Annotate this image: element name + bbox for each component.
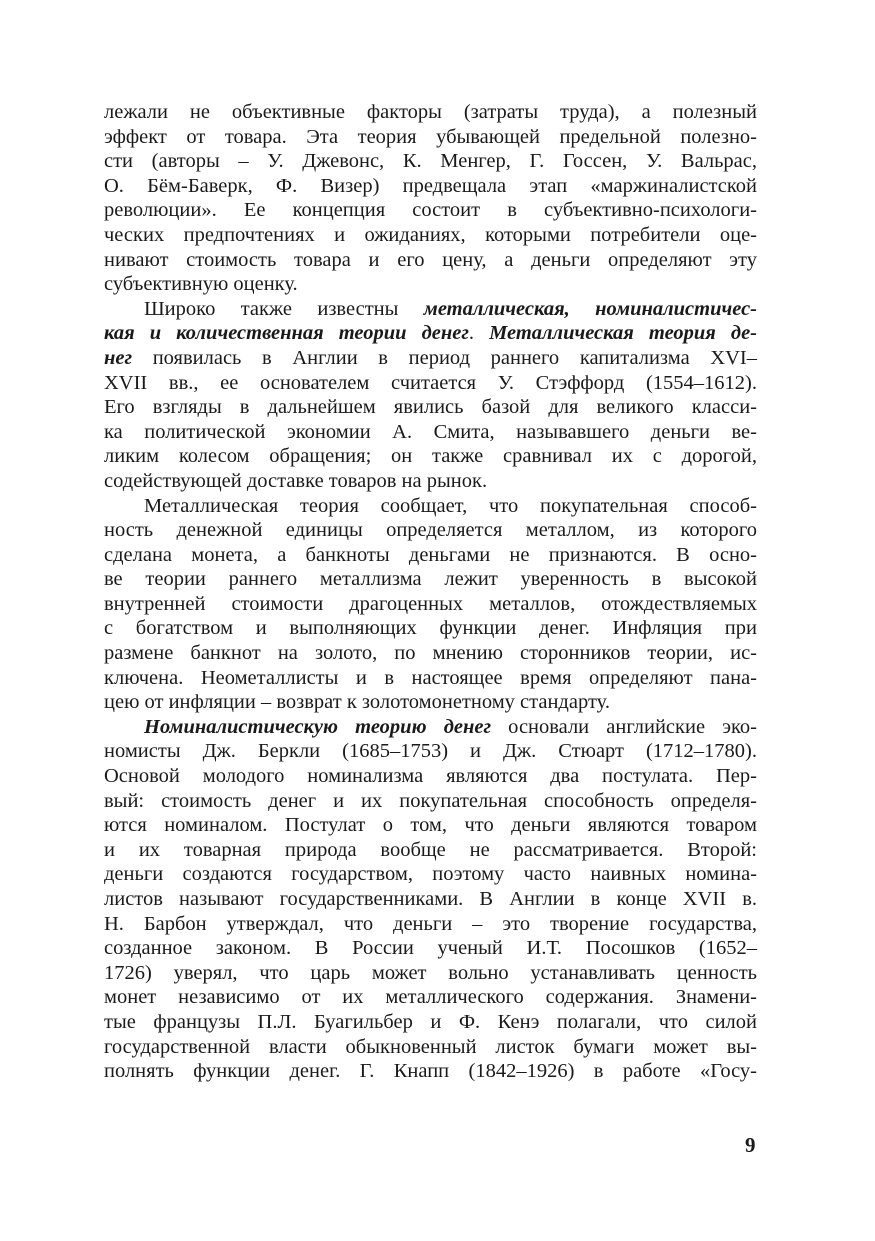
text-line — [104, 1035, 757, 1060]
paragraph — [104, 297, 757, 494]
emphasized-term: Номиналистическую теорию денег — [144, 715, 492, 738]
text-line — [104, 641, 757, 666]
text-line — [104, 592, 757, 617]
text-line — [104, 739, 757, 764]
text-run: полнять функции денег. Г. Кнапп (1842–1926) в работе «Госу- — [104, 1060, 757, 1083]
emphasized-term: кая и количественная теории денег — [104, 322, 469, 345]
text-line — [104, 813, 757, 838]
text-run: ческих предпочтениях и ожиданиях, которыми потребители оце- — [104, 223, 757, 246]
text-run: XVII вв., ее основателем считается У. Стэффорд (1554–1612). — [104, 371, 757, 394]
text-run: тые французы П.Л. Буагильбер и Ф. Кенэ полагали, что силой — [104, 1010, 757, 1033]
text-run: субъективную оценку. — [104, 273, 298, 296]
text-line — [104, 223, 757, 248]
text-run: и их товарная природа вообще не рассматривается. Второй: — [104, 838, 757, 861]
text-run: 1726) уверял, что царь может вольно устанавливать ценность — [104, 961, 757, 984]
text-run: сти (авторы – У. Джевонс, К. Менгер, Г. Госсен, У. Вальрас, — [104, 150, 757, 173]
text-run: монет независимо от их металлического содержания. Знамени- — [104, 986, 757, 1009]
text-line — [104, 715, 757, 740]
emphasized-term: Металлическая теория де- — [489, 322, 757, 345]
text-run: Н. Барбон утверждал, что деньги – это творение государства, — [104, 912, 757, 935]
text-line — [104, 1059, 757, 1084]
text-run: лежали не объективные факторы (затраты труда), а полезный — [104, 101, 757, 123]
text-run: сделана монета, а банкноты деньгами не признаются. В осно- — [104, 543, 757, 566]
text-line — [104, 543, 757, 568]
text-line — [104, 272, 757, 297]
text-run: . — [468, 322, 490, 345]
text-run: цею от инфляции – возврат к золотомонетному стандарту. — [104, 691, 610, 714]
text-line — [104, 764, 757, 789]
text-line — [104, 125, 757, 150]
text-run: Его взгляды в дальнейшем явились базой для великого класси- — [104, 396, 757, 419]
text-run: ка политической экономии А. Смита, называвшего деньги ве- — [104, 420, 757, 443]
page-body — [104, 100, 757, 1084]
text-line — [104, 666, 757, 691]
page-number: 9 — [745, 1133, 756, 1157]
text-line — [104, 912, 757, 937]
text-run: ключена. Неометаллисты и в настоящее время определяют пана- — [104, 666, 757, 689]
text-line — [104, 100, 757, 125]
text-line — [104, 297, 757, 322]
text-run: Основой молодого номинализма являются два постулата. Пер- — [104, 765, 757, 788]
text-line — [104, 444, 757, 469]
text-run: эффект от товара. Эта теория убывающей предельной полезно- — [104, 125, 757, 148]
text-run: деньги создаются государством, поэтому часто наивных номина- — [104, 863, 757, 886]
text-line — [104, 346, 757, 371]
text-line — [104, 395, 757, 420]
text-line — [104, 789, 757, 814]
text-run: Металлическая теория сообщает, что покупательная способ- — [144, 494, 757, 517]
text-run: ве теории раннего металлизма лежит уверенность в высокой — [104, 568, 757, 591]
text-run: номисты Дж. Беркли (1685–1753) и Дж. Стюарт (1712–1780). — [104, 740, 757, 763]
text-line — [104, 174, 757, 199]
text-line — [104, 494, 757, 519]
text-line — [104, 862, 757, 887]
text-run: ность денежной единицы определяется металлом, из которого — [104, 519, 757, 542]
text-line — [104, 248, 757, 273]
text-run: революции». Ее концепция состоит в субъективно-психологи- — [104, 199, 757, 222]
text-line — [104, 567, 757, 592]
text-run: Широко также известны — [144, 297, 424, 320]
text-run: О. Бём-Баверк, Ф. Визер) предвещала этап «маржиналистской — [104, 174, 757, 197]
text-line — [104, 961, 757, 986]
text-line — [104, 198, 757, 223]
text-run: размене банкнот на золото, по мнению сторонников теории, ис- — [104, 642, 757, 665]
text-line — [104, 149, 757, 174]
text-run: появилась в Англии в период раннего капитализма XVI– — [132, 346, 757, 369]
text-run: нивают стоимость товара и его цену, а деньги определяют эту — [104, 248, 757, 271]
text-line — [104, 469, 757, 494]
text-run: созданное законом. В России ученый И.Т. Посошков (1652– — [104, 937, 757, 960]
text-line — [104, 838, 757, 863]
text-run: ликим колесом обращения; он также сравнивал их с дорогой, — [104, 445, 757, 468]
paragraph — [104, 715, 757, 1084]
text-line — [104, 936, 757, 961]
text-body — [104, 100, 757, 1084]
text-line — [104, 690, 757, 715]
text-line — [104, 518, 757, 543]
paragraph — [104, 494, 757, 715]
text-run: государственной власти обыкновенный листок бумаги может вы- — [104, 1035, 757, 1058]
text-line — [104, 616, 757, 641]
text-line — [104, 321, 757, 346]
emphasized-term: нег — [104, 346, 133, 369]
text-line — [104, 985, 757, 1010]
text-run: содействующей доставке товаров на рынок. — [104, 469, 488, 492]
text-run: ются номиналом. Постулат о том, что деньги являются товаром — [104, 814, 757, 837]
text-line — [104, 887, 757, 912]
paragraph — [104, 100, 757, 297]
text-run: основали английские эко- — [491, 715, 758, 738]
text-run: листов называют государственниками. В Англии в конце XVII в. — [104, 888, 757, 910]
text-run: вый: стоимость денег и их покупательная способность определя- — [104, 789, 757, 812]
text-line — [104, 1010, 757, 1035]
text-run: внутренней стоимости драгоценных металлов, отождествляемых — [104, 592, 757, 615]
text-run: с богатством и выполняющих функции денег. Инфляция при — [104, 617, 757, 640]
text-line — [104, 420, 757, 445]
emphasized-term: металлическая, номиналистичес- — [423, 297, 757, 320]
text-line — [104, 371, 757, 396]
